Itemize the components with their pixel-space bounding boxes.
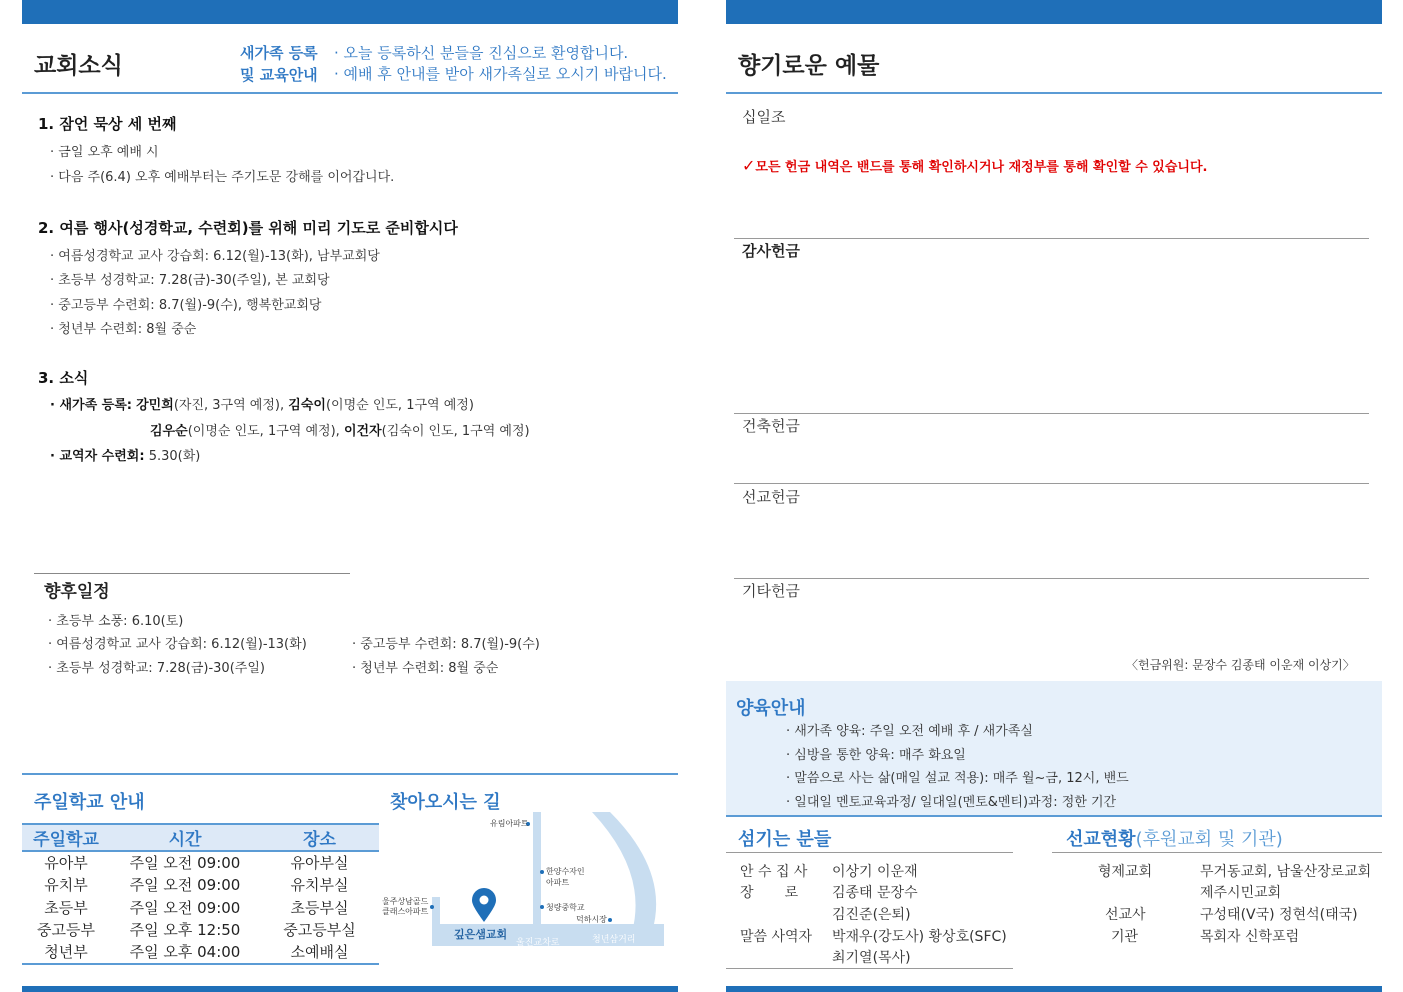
registration-detail-4: (김숙이 인도, 1구역 예정) (381, 424, 530, 439)
table-cell: 주일 오후 04:00 (110, 941, 260, 964)
newcomer-line-2: · 예배 후 안내를 받아 새가족실로 오시기 바랍니다. (334, 65, 667, 83)
servers-names-5: 최기열(목사) (832, 950, 911, 966)
table-cell: 유치부 (44, 876, 88, 895)
table-cell: 유아부 (44, 854, 88, 873)
map-dot-school (540, 905, 544, 909)
page-title-offerings: 향기로운 예물 (738, 53, 880, 79)
table-row (22, 896, 379, 919)
missions-title: 선교현황 (1066, 829, 1136, 850)
bottom-section-divider-left (22, 773, 678, 775)
table-cell: 주일 오전 09:00 (129, 854, 241, 873)
ordination-line (50, 445, 200, 464)
servers-role-1: 안 수 집 사 (740, 864, 808, 880)
table-cell: 유아부실 (290, 854, 349, 873)
nurture-line-4: · 일대일 멘토교육과정/ 일대일(멘토&멘티)과정: 정한 기간 (786, 795, 1117, 810)
offering-divider-4 (734, 578, 1369, 579)
map-road-vertical (533, 812, 541, 934)
table-cell: 유치부실 (290, 876, 349, 895)
map-label-road1: 울진교차로 (516, 938, 560, 948)
missions-label-3: 선교사 (1105, 907, 1146, 923)
offering-other: 기타헌금 (742, 582, 800, 600)
schedule-item-4: · 중고등부 수련회: 8.7(월)-9(수) (352, 637, 540, 652)
map-dot-market (608, 918, 612, 922)
news-3-title: 3. 소식 (38, 369, 89, 387)
header-divider-right (726, 92, 1382, 94)
offering-divider-2 (734, 413, 1369, 414)
news-2-title: 2. 여름 행사(성경학교, 수련회)를 위해 미리 기도로 준비합시다 (38, 219, 458, 237)
missions-subtitle: (후원교회 및 기관) (1135, 829, 1283, 850)
servers-divider-top (726, 852, 1013, 853)
table-cell: 중고등부실 (283, 921, 356, 940)
offering-divider-3 (734, 483, 1369, 484)
news-2-line-3: · 중고등부 수련회: 8.7(월)-9(수), 행복한교회당 (50, 298, 322, 313)
table-row (22, 919, 379, 942)
schedule-title: 향후일정 (44, 582, 110, 602)
table-cell: 청년부 (22, 941, 110, 964)
schedule-item-5: · 청년부 수련회: 8월 중순 (352, 661, 499, 676)
registration-detail-3: (이명순 인도, 1구역 예정), (187, 424, 340, 439)
schedule-item-2: · 여름성경학교 교사 강습회: 6.12(월)-13(화) (48, 637, 307, 652)
sunday-school-table (22, 823, 379, 965)
offering-notice (742, 156, 1207, 175)
map-label-market: 덕하시장 (576, 915, 607, 924)
schedule-item-3: · 초등부 성경학교: 7.28(금)-30(주일) (48, 661, 265, 676)
map-label-road2: 청년삼거리 (592, 935, 636, 945)
table-cell: 초등부 (44, 898, 88, 917)
news-2-line-4: · 청년부 수련회: 8월 중순 (50, 322, 197, 337)
servers-title: 섬기는 분들 (738, 829, 832, 850)
directions-title: 찾아오시는 길 (390, 792, 501, 813)
missions-label-1: 형제교회 (1098, 864, 1153, 880)
missions-title-line (1066, 825, 1283, 851)
news-1-line-1: · 금일 오후 예배 시 (50, 145, 159, 160)
map-label-left-a: 울주상남골드 (382, 897, 429, 906)
nurture-title: 양육안내 (736, 698, 806, 719)
offering-committee: 〈헌금위원: 문장수 김종태 이운재 이상기〉 (1126, 658, 1355, 672)
table-cell: 중고등부 (37, 921, 95, 940)
table-cell: 주일 오전 09:00 (129, 898, 241, 917)
registration-label: · 새가족 등록: (50, 398, 132, 413)
missions-value-3: 구성태(V국) 정현석(태국) (1200, 907, 1358, 923)
offering-divider-1 (734, 238, 1369, 239)
ordination-label: · 교역자 수련회: (50, 449, 145, 464)
missions-label-4: 기관 (1111, 929, 1139, 945)
map-label-left-b: 클래스아파트 (382, 907, 429, 916)
registration-name-1: 강민희 (136, 398, 174, 413)
map-label-church: 깊은샘교회 (454, 928, 508, 941)
missions-divider-top (1052, 852, 1382, 853)
map-dot-apt2 (540, 870, 544, 874)
map-label-school: 청량중학교 (546, 903, 585, 912)
servers-names-1: 이상기 이운재 (832, 864, 918, 880)
news-2-line-1: · 여름성경학교 교사 강습회: 6.12(월)-13(화), 남부교회당 (50, 249, 380, 264)
servers-role-4: 말씀 사역자 (740, 929, 813, 945)
table-header-dept: 주일학교 (22, 824, 110, 851)
newcomer-line-1: · 오늘 등록하신 분들을 진심으로 환영합니다. (334, 44, 629, 62)
bottom-bar-left (22, 986, 678, 992)
offering-building: 건축헌금 (742, 417, 800, 435)
map-label-apt2b: 아파트 (546, 878, 570, 887)
servers-names-3: 김진준(은퇴) (832, 907, 911, 923)
offering-mission: 선교헌금 (742, 488, 800, 506)
nurture-line-3: · 말씀으로 사는 삶(매일 설교 적용): 매주 월~금, 12시, 밴드 (786, 771, 1129, 786)
offering-tithe: 십일조 (742, 108, 786, 126)
registration-detail-2: (이명순 인도, 1구역 예정) (325, 398, 474, 413)
sunday-school-title: 주일학교 안내 (34, 792, 145, 813)
table-cell: 초등부실 (290, 898, 349, 917)
table-row (22, 851, 379, 874)
newcomer-label-2: 및 교육안내 (240, 66, 318, 84)
bottom-bar-right (726, 986, 1382, 992)
schedule-item-1: · 초등부 소풍: 6.10(토) (48, 614, 184, 629)
table-cell: 주일 오후 12:50 (129, 921, 241, 940)
table-cell: 소예배실 (260, 941, 379, 964)
newcomer-label-1: 새가족 등록 (240, 44, 318, 62)
top-bar-right (726, 0, 1382, 24)
map-label-apt2a: 한양수자인 (546, 867, 585, 876)
table-header-time: 시간 (110, 824, 260, 851)
schedule-divider (34, 573, 350, 574)
registration-name-3: 김우순 (150, 424, 188, 439)
registration-detail-1: (자진, 3구역 예정), (173, 398, 285, 413)
news-1-line-2: · 다음 주(6.4) 오후 예배부터는 주기도문 강해를 이어갑니다. (50, 170, 395, 185)
map-road-left (432, 897, 440, 932)
missions-value-1: 무거동교회, 남울산장로교회 (1200, 864, 1372, 880)
bottom-section-divider-right (726, 815, 1382, 817)
check-icon: ✓ (742, 156, 756, 175)
missions-value-2: 제주시민교회 (1200, 885, 1282, 901)
table-row (22, 874, 379, 897)
page-title-church-news: 교회소식 (34, 53, 123, 79)
top-bar-left (22, 0, 678, 24)
news-1-title: 1. 잠언 묵상 세 번째 (38, 115, 177, 133)
missions-value-4: 목회자 신학포럼 (1200, 929, 1300, 945)
offering-notice-text: 모든 헌금 내역은 밴드를 통해 확인하시거나 재정부를 통해 확인할 수 있습니다. (755, 160, 1208, 175)
registration-line-1 (50, 394, 474, 413)
header-divider-left (22, 92, 678, 94)
table-header-place: 장소 (260, 824, 379, 851)
table-row (22, 941, 379, 964)
registration-line-2 (150, 420, 530, 439)
offering-thanks: 감사헌금 (742, 242, 800, 260)
nurture-line-2: · 심방을 통한 양육: 매주 화요일 (786, 748, 966, 763)
ordination-date: 5.30(화) (148, 449, 201, 464)
registration-name-2: 김숙이 (288, 398, 326, 413)
nurture-line-1: · 새가족 양육: 주일 오전 예배 후 / 새가족실 (786, 724, 1033, 739)
table-cell: 주일 오전 09:00 (129, 876, 241, 895)
map-label-apt1: 유림아파트 (490, 819, 529, 828)
news-2-line-2: · 초등부 성경학교: 7.28(금)-30(주일), 본 교회당 (50, 273, 330, 288)
map-pin-icon (472, 888, 496, 922)
map-dot-left (430, 905, 434, 909)
servers-divider-bottom (726, 968, 1013, 969)
servers-names-4: 박재우(강도사) 황상호(SFC) (832, 929, 1007, 945)
servers-names-2: 김종태 문장수 (832, 885, 918, 901)
registration-name-4: 이건자 (343, 424, 382, 439)
servers-role-2: 장 로 (740, 885, 799, 901)
